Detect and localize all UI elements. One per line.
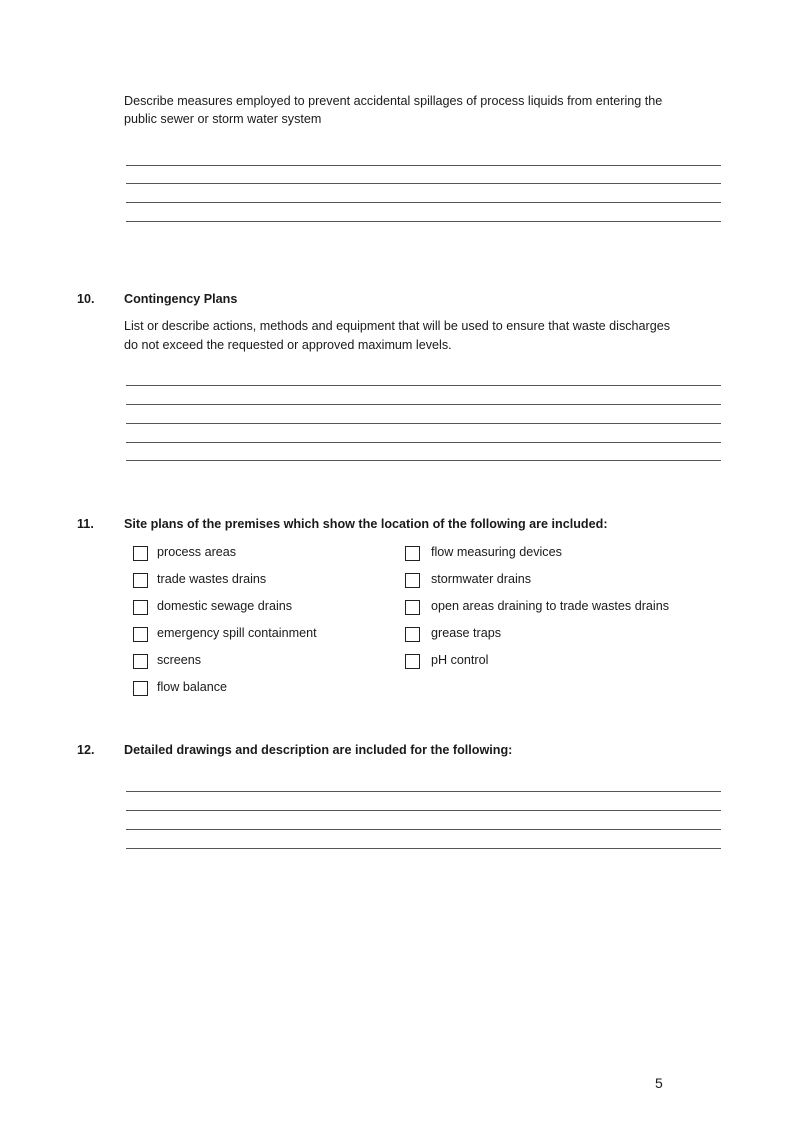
answer-line[interactable] (126, 165, 721, 166)
page-number: 5 (655, 1075, 663, 1091)
section12-number: 12. (77, 743, 95, 757)
checkbox-label: domestic sewage drains (157, 599, 293, 613)
section11-title: Site plans of the premises which show the location of the following are included: (124, 517, 608, 531)
checkbox-label: process areas (157, 545, 237, 559)
checkbox-label: open areas draining to trade wastes drains (431, 599, 670, 613)
checkbox-label: grease traps (431, 626, 502, 640)
checkbox-label: emergency spill containment (157, 626, 317, 640)
checkbox-label: stormwater drains (431, 572, 532, 586)
checkbox[interactable] (133, 654, 148, 669)
section9-prompt-line2: public sewer or storm water system (124, 112, 322, 126)
section11-number: 11. (77, 517, 94, 531)
answer-line[interactable] (126, 829, 721, 830)
checkbox-label: flow measuring devices (431, 545, 562, 559)
section10-number: 10. (77, 292, 95, 306)
answer-line[interactable] (126, 221, 721, 222)
checkbox[interactable] (133, 627, 148, 642)
section10-prompt-line2: do not exceed the requested or approved maximum levels. (124, 338, 452, 352)
checkbox[interactable] (133, 573, 148, 588)
checkbox[interactable] (133, 600, 148, 615)
checkbox-label: screens (157, 653, 202, 667)
answer-line[interactable] (126, 183, 721, 184)
answer-line[interactable] (126, 791, 721, 792)
checkbox-label: trade wastes drains (157, 572, 267, 586)
answer-line[interactable] (126, 385, 721, 386)
answer-line[interactable] (126, 202, 721, 203)
section10-prompt-line1: List or describe actions, methods and equipment that will be used to ensure that waste discharges (124, 319, 671, 333)
checkbox[interactable] (405, 546, 420, 561)
answer-line[interactable] (126, 460, 721, 461)
answer-line[interactable] (126, 810, 721, 811)
checkbox-label: flow balance (157, 680, 228, 694)
answer-line[interactable] (126, 423, 721, 424)
checkbox-label: pH control (431, 653, 489, 667)
checkbox[interactable] (133, 681, 148, 696)
answer-line[interactable] (126, 404, 721, 405)
section12-title: Detailed drawings and description are included for the following: (124, 743, 513, 757)
checkbox[interactable] (405, 654, 420, 669)
checkbox[interactable] (405, 573, 420, 588)
section10-title: Contingency Plans (124, 292, 238, 306)
checkbox[interactable] (405, 627, 420, 642)
answer-line[interactable] (126, 442, 721, 443)
answer-line[interactable] (126, 848, 721, 849)
checkbox[interactable] (133, 546, 148, 561)
checkbox[interactable] (405, 600, 420, 615)
section9-prompt-line1: Describe measures employed to prevent accidental spillages of process liquids from entering the (124, 94, 663, 108)
